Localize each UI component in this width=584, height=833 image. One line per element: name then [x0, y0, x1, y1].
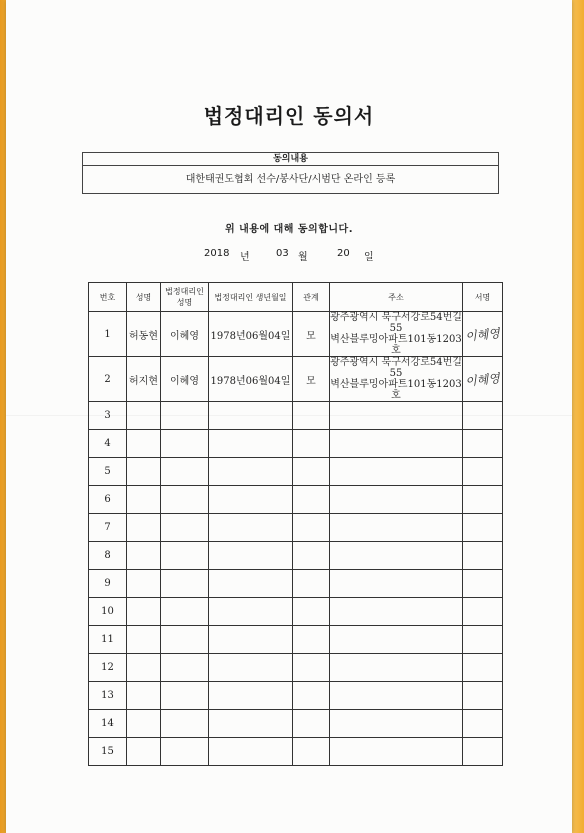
row-address — [330, 682, 463, 710]
row-name: 허지현 — [127, 357, 161, 402]
row-relation — [293, 458, 330, 486]
row-address — [330, 654, 463, 682]
row-rep-birth — [209, 486, 293, 514]
row-rep-birth: 1978년06월04일 — [209, 357, 293, 402]
row-relation: 모 — [293, 357, 330, 402]
row-relation — [293, 542, 330, 570]
header-address: 주소 — [330, 283, 463, 312]
row-signature — [463, 626, 503, 654]
row-relation — [293, 430, 330, 458]
row-rep-birth — [209, 682, 293, 710]
row-name — [127, 542, 161, 570]
table-row — [89, 738, 503, 766]
row-signature — [463, 598, 503, 626]
row-rep-name — [161, 458, 209, 486]
row-rep-birth — [209, 542, 293, 570]
row-address — [330, 486, 463, 514]
row-name — [127, 598, 161, 626]
date-year-label: 년 — [240, 252, 250, 263]
table-row — [89, 514, 503, 542]
row-rep-name — [161, 542, 209, 570]
row-signature — [463, 486, 503, 514]
row-address — [330, 458, 463, 486]
row-name — [127, 738, 161, 766]
date-day-label: 일 — [364, 252, 374, 263]
table-row — [89, 357, 503, 402]
row-address — [330, 312, 463, 357]
row-rep-birth — [209, 598, 293, 626]
row-rep-name — [161, 514, 209, 542]
handwritten-signature: 이혜영 — [464, 325, 501, 344]
row-signature — [463, 654, 503, 682]
address-line-2: 벽산블루밍아파트101동1203호 — [330, 379, 462, 401]
handwritten-signature: 이혜영 — [464, 370, 501, 389]
row-signature — [463, 514, 503, 542]
row-number: 5 — [89, 458, 127, 486]
row-name: 허동현 — [127, 312, 161, 357]
row-relation — [293, 738, 330, 766]
row-relation — [293, 598, 330, 626]
row-rep-name — [161, 710, 209, 738]
row-number: 4 — [89, 430, 127, 458]
row-rep-name — [161, 486, 209, 514]
row-name — [127, 570, 161, 598]
table-row — [89, 430, 503, 458]
table-row — [89, 682, 503, 710]
row-rep-name — [161, 402, 209, 430]
table-row — [89, 710, 503, 738]
row-rep-birth: 1978년06월04일 — [209, 312, 293, 357]
row-number: 13 — [89, 682, 127, 710]
row-signature — [463, 738, 503, 766]
row-name — [127, 710, 161, 738]
row-address — [330, 402, 463, 430]
row-signature — [463, 570, 503, 598]
row-rep-birth — [209, 570, 293, 598]
row-address — [330, 570, 463, 598]
row-address — [330, 542, 463, 570]
agreement-statement: 위 내용에 대해 동의합니다. — [224, 224, 353, 235]
row-rep-birth — [209, 626, 293, 654]
row-number: 8 — [89, 542, 127, 570]
row-number: 2 — [89, 357, 127, 402]
row-name — [127, 458, 161, 486]
table-row — [89, 486, 503, 514]
row-relation — [293, 710, 330, 738]
date-month: 03 — [276, 248, 289, 259]
header-rep-birth: 법정대리인 생년월일 — [209, 283, 293, 312]
row-name — [127, 486, 161, 514]
row-name — [127, 430, 161, 458]
row-rep-birth — [209, 514, 293, 542]
header-no: 번호 — [89, 283, 127, 312]
row-name — [127, 514, 161, 542]
document-title: 법정대리인 동의서 — [203, 104, 375, 128]
row-name — [127, 402, 161, 430]
row-signature — [463, 542, 503, 570]
address-line-1: 광주광역시 북구서강로54번길55 — [330, 312, 462, 334]
row-name — [127, 626, 161, 654]
row-address — [330, 626, 463, 654]
row-signature — [463, 402, 503, 430]
row-rep-name — [161, 738, 209, 766]
header-signature: 서명 — [463, 283, 503, 312]
row-signature — [463, 710, 503, 738]
row-rep-name — [161, 598, 209, 626]
row-name — [127, 654, 161, 682]
row-signature — [463, 357, 503, 402]
row-relation — [293, 682, 330, 710]
row-number: 12 — [89, 654, 127, 682]
consent-box — [82, 152, 499, 194]
date-day: 20 — [337, 248, 350, 259]
consent-text: 대한태권도협회 선수/봉사단/시범단 온라인 등록 — [185, 174, 396, 185]
row-relation — [293, 486, 330, 514]
table-row — [89, 570, 503, 598]
row-number: 6 — [89, 486, 127, 514]
table-row — [89, 654, 503, 682]
row-rep-birth — [209, 458, 293, 486]
row-rep-name — [161, 570, 209, 598]
row-signature — [463, 312, 503, 357]
row-rep-birth — [209, 710, 293, 738]
consent-header: 동의내용 — [83, 153, 498, 166]
row-address — [330, 598, 463, 626]
row-number: 14 — [89, 710, 127, 738]
row-relation — [293, 402, 330, 430]
row-relation — [293, 626, 330, 654]
row-address — [330, 514, 463, 542]
table-row — [89, 312, 503, 357]
row-relation — [293, 570, 330, 598]
row-rep-name: 이혜영 — [161, 312, 209, 357]
row-number: 7 — [89, 514, 127, 542]
row-rep-birth — [209, 430, 293, 458]
row-rep-name — [161, 654, 209, 682]
row-rep-birth — [209, 654, 293, 682]
address-line-2: 벽산블루밍아파트101동1203호 — [330, 334, 462, 356]
row-address — [330, 430, 463, 458]
background-right — [570, 0, 584, 833]
row-rep-name — [161, 430, 209, 458]
row-relation — [293, 654, 330, 682]
row-number: 15 — [89, 738, 127, 766]
table-body — [89, 312, 503, 766]
row-address — [330, 738, 463, 766]
row-number: 9 — [89, 570, 127, 598]
address-line-1: 광주광역시 북구서강로54번길55 — [330, 357, 462, 379]
row-signature — [463, 682, 503, 710]
table-row — [89, 598, 503, 626]
row-relation: 모 — [293, 312, 330, 357]
table-row — [89, 402, 503, 430]
roster-table — [88, 282, 503, 766]
table-row — [89, 626, 503, 654]
document-sheet — [6, 0, 572, 833]
header-relation: 관계 — [293, 283, 330, 312]
header-name: 성명 — [127, 283, 161, 312]
row-address — [330, 357, 463, 402]
row-number: 11 — [89, 626, 127, 654]
row-number: 1 — [89, 312, 127, 357]
row-address — [330, 710, 463, 738]
row-name — [127, 682, 161, 710]
row-rep-birth — [209, 738, 293, 766]
row-rep-birth — [209, 402, 293, 430]
table-header-row — [89, 283, 503, 312]
row-number: 3 — [89, 402, 127, 430]
date-month-label: 월 — [298, 252, 308, 263]
date-year: 2018 — [204, 248, 230, 259]
header-rep-name: 법정대리인 성명 — [161, 283, 209, 312]
table-row — [89, 458, 503, 486]
row-rep-name: 이혜영 — [161, 357, 209, 402]
row-signature — [463, 458, 503, 486]
row-signature — [463, 430, 503, 458]
row-relation — [293, 514, 330, 542]
table-row — [89, 542, 503, 570]
row-rep-name — [161, 682, 209, 710]
row-rep-name — [161, 626, 209, 654]
row-number: 10 — [89, 598, 127, 626]
